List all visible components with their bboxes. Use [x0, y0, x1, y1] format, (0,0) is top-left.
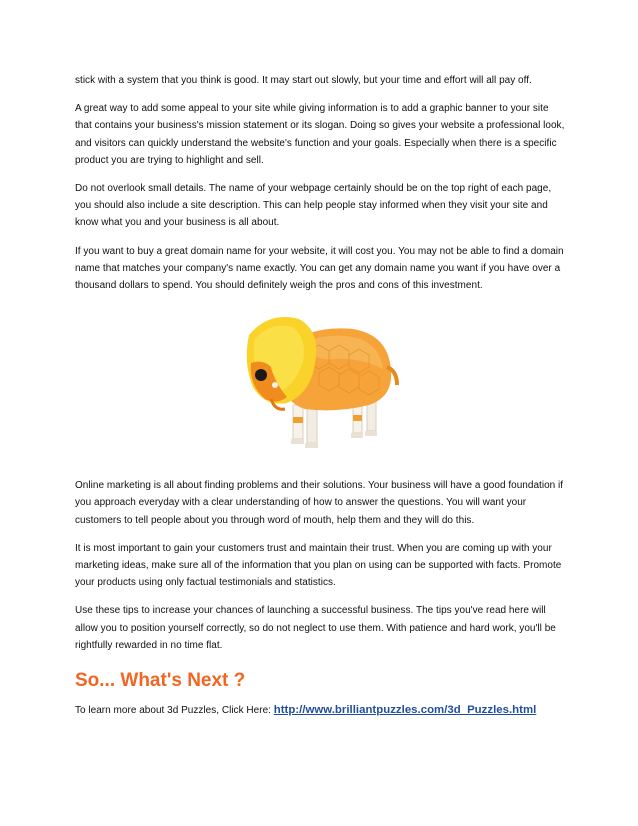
paragraph-6: It is most important to gain your customers trust and maintain their trust. When you are coming up with your marketing ideas, make sure all of the information that you plan on using can be supported with facts. Promote your products using only factual testimonials and statistics. [75, 542, 562, 589]
paragraph-3: Do not overlook small details. The name of your webpage certainly should be on the top right of each page, you should also include a site description. This can help people stay informed when they visit your site and know what you and your business is all about. [75, 183, 552, 229]
cta-line [75, 701, 565, 720]
section-heading: So... What's Next ? [75, 670, 246, 692]
paragraph-7: Use these tips to increase your chances of launching a successful business. The tips you've read here will allow you to position yourself correctly, so do not neglect to use them. With patience and hard work, you'll be rightfully rewarded in no time flat. [75, 605, 556, 651]
cta-text: To learn more about 3d Puzzles, Click Here: [75, 705, 271, 717]
paragraph-4: If you want to buy a great domain name for your website, it will cost you. You may not be able to find a domain name that matches your company's name exactly. You can get any domain name you want if you have over a thousand dollars to spend. You should definitely weigh the pros and cons of this investment. [75, 245, 564, 292]
paragraph-1: stick with a system that you think is good. It may start out slowly, but your time and effort will all pay off. [75, 75, 532, 86]
puzzles-link[interactable]: http://www.brilliantpuzzles.com/3d_Puzzles.html [273, 704, 537, 717]
paragraph-2: A great way to add some appeal to your site while giving information is to add a graphic banner to your site that contains your business's mission statement or its slogan. Doing so gives your website a professional look, and visitors can quickly understand the website's function and your goals. Especially when there is a specific product you are trying to highlight and sell. [75, 103, 565, 166]
article-body [75, 72, 565, 720]
puzzle-image-figure [75, 305, 565, 467]
paragraph-5: Online marketing is all about finding problems and their solutions. Your business will have a good foundation if you approach everyday with a clear understanding of how to answer the questions. You will want your customers to tell people about you through word of mouth, help them and they will do this. [75, 480, 564, 526]
lion-3d-puzzle-image [241, 305, 403, 467]
